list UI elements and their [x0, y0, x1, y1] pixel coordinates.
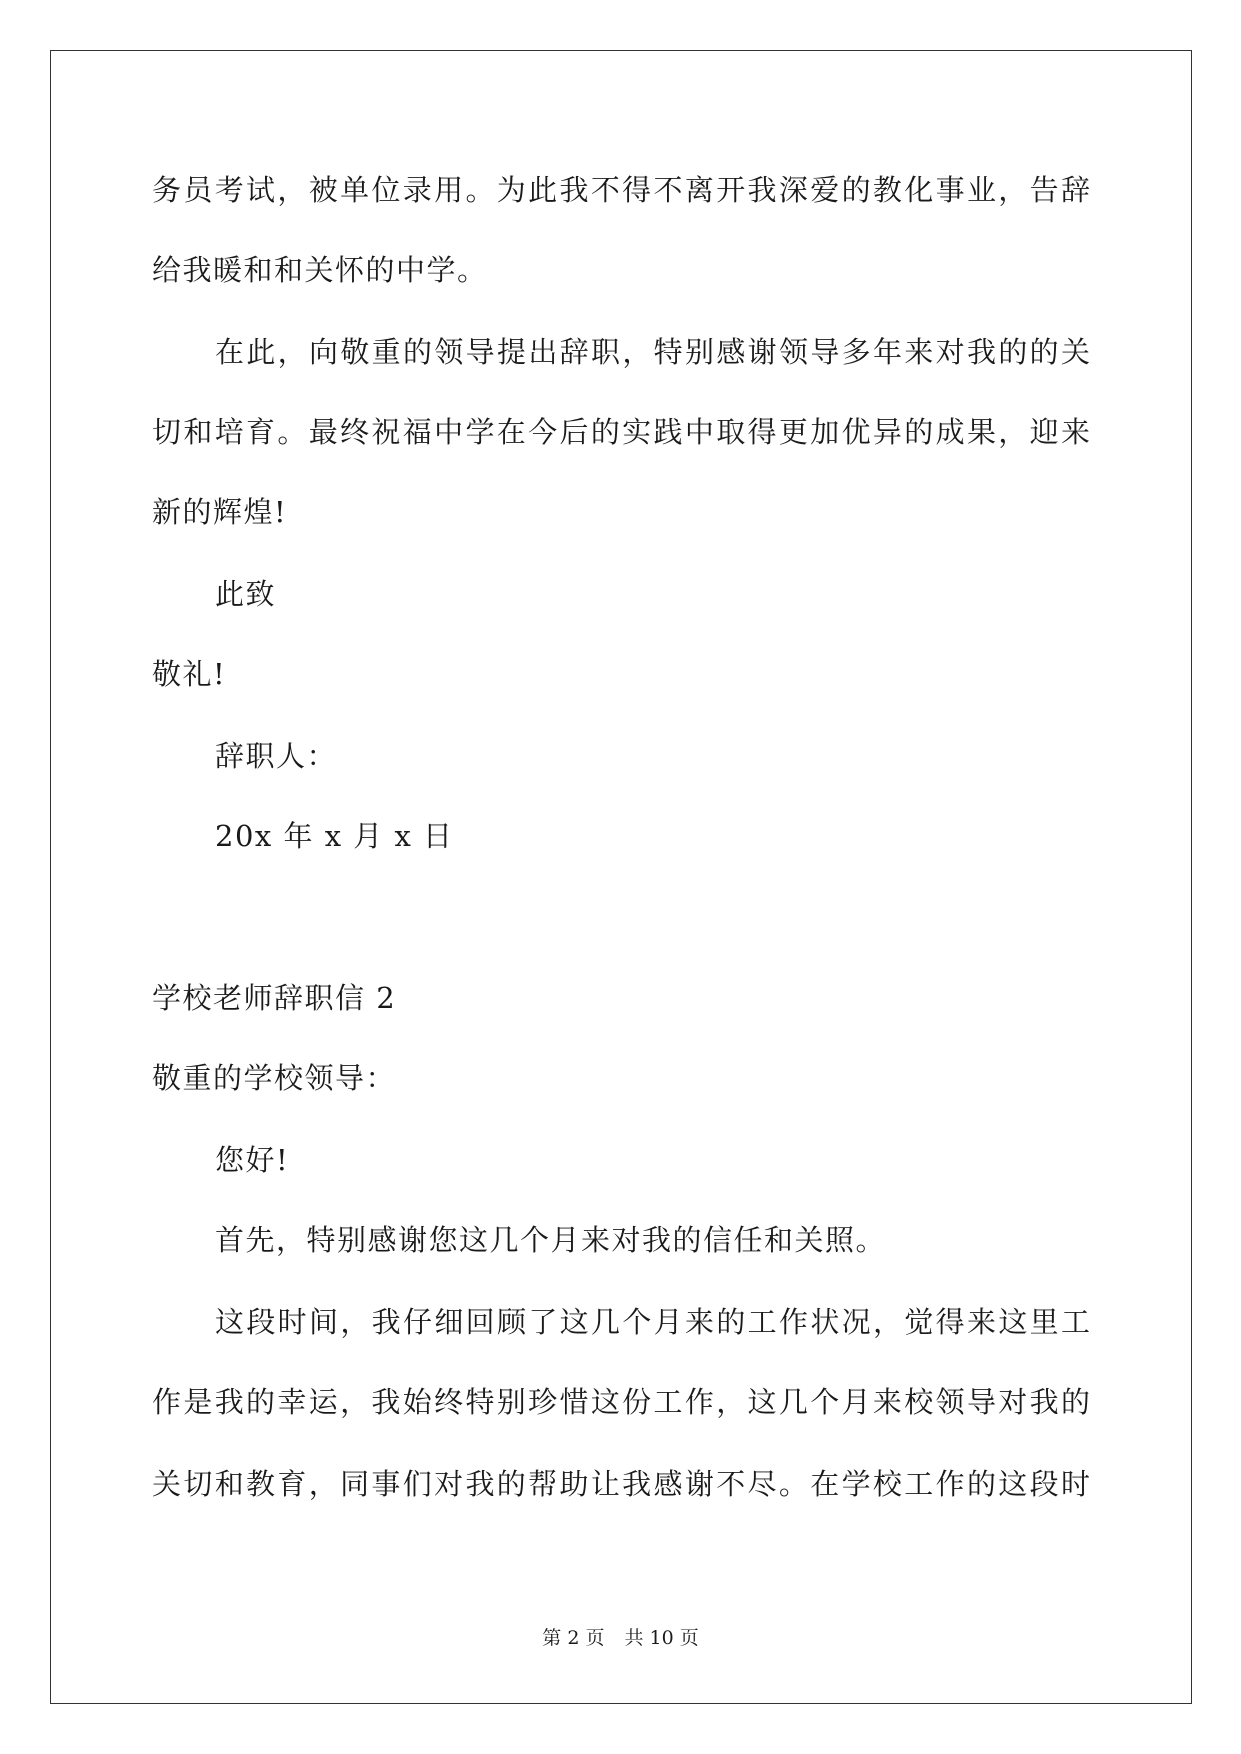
body-line: 这段时间，我仔细回顾了这几个月来的工作状况，觉得来这里工 [215, 1305, 1090, 1339]
closing-regards: 敬礼! [152, 657, 227, 691]
body-line: 务员考试，被单位录用。为此我不得不离开我深爱的教化事业，告辞 [152, 173, 1090, 207]
body-line: 在此，向敬重的领导提出辞职，特别感谢领导多年来对我的的关 [215, 335, 1090, 369]
closing-salutation: 此致 [215, 577, 277, 611]
page-total: 共 10 页 [624, 1627, 699, 1649]
body-line: 作是我的幸运，我始终特别珍惜这份工作，这几个月来校领导对我的 [152, 1385, 1090, 1419]
date-line: 20x 年 x 月 x 日 [215, 819, 454, 853]
page-border [50, 50, 1192, 1704]
body-line: 新的辉煌! [152, 495, 288, 529]
signature-label: 辞职人： [215, 739, 338, 773]
recipient-line: 敬重的学校领导： [152, 1061, 397, 1095]
page-footer [0, 1626, 1241, 1650]
greeting-line: 您好! [215, 1143, 290, 1177]
section-title: 学校老师辞职信 2 [152, 981, 397, 1015]
body-line: 首先，特别感谢您这几个月来对我的信任和关照。 [215, 1223, 887, 1257]
body-line: 给我暖和和关怀的中学。 [152, 253, 488, 287]
page-number: 第 2 页 [542, 1627, 605, 1649]
body-line: 切和培育。最终祝福中学在今后的实践中取得更加优异的成果，迎来 [152, 415, 1090, 449]
body-line: 关切和教育，同事们对我的帮助让我感谢不尽。在学校工作的这段时 [152, 1467, 1090, 1501]
